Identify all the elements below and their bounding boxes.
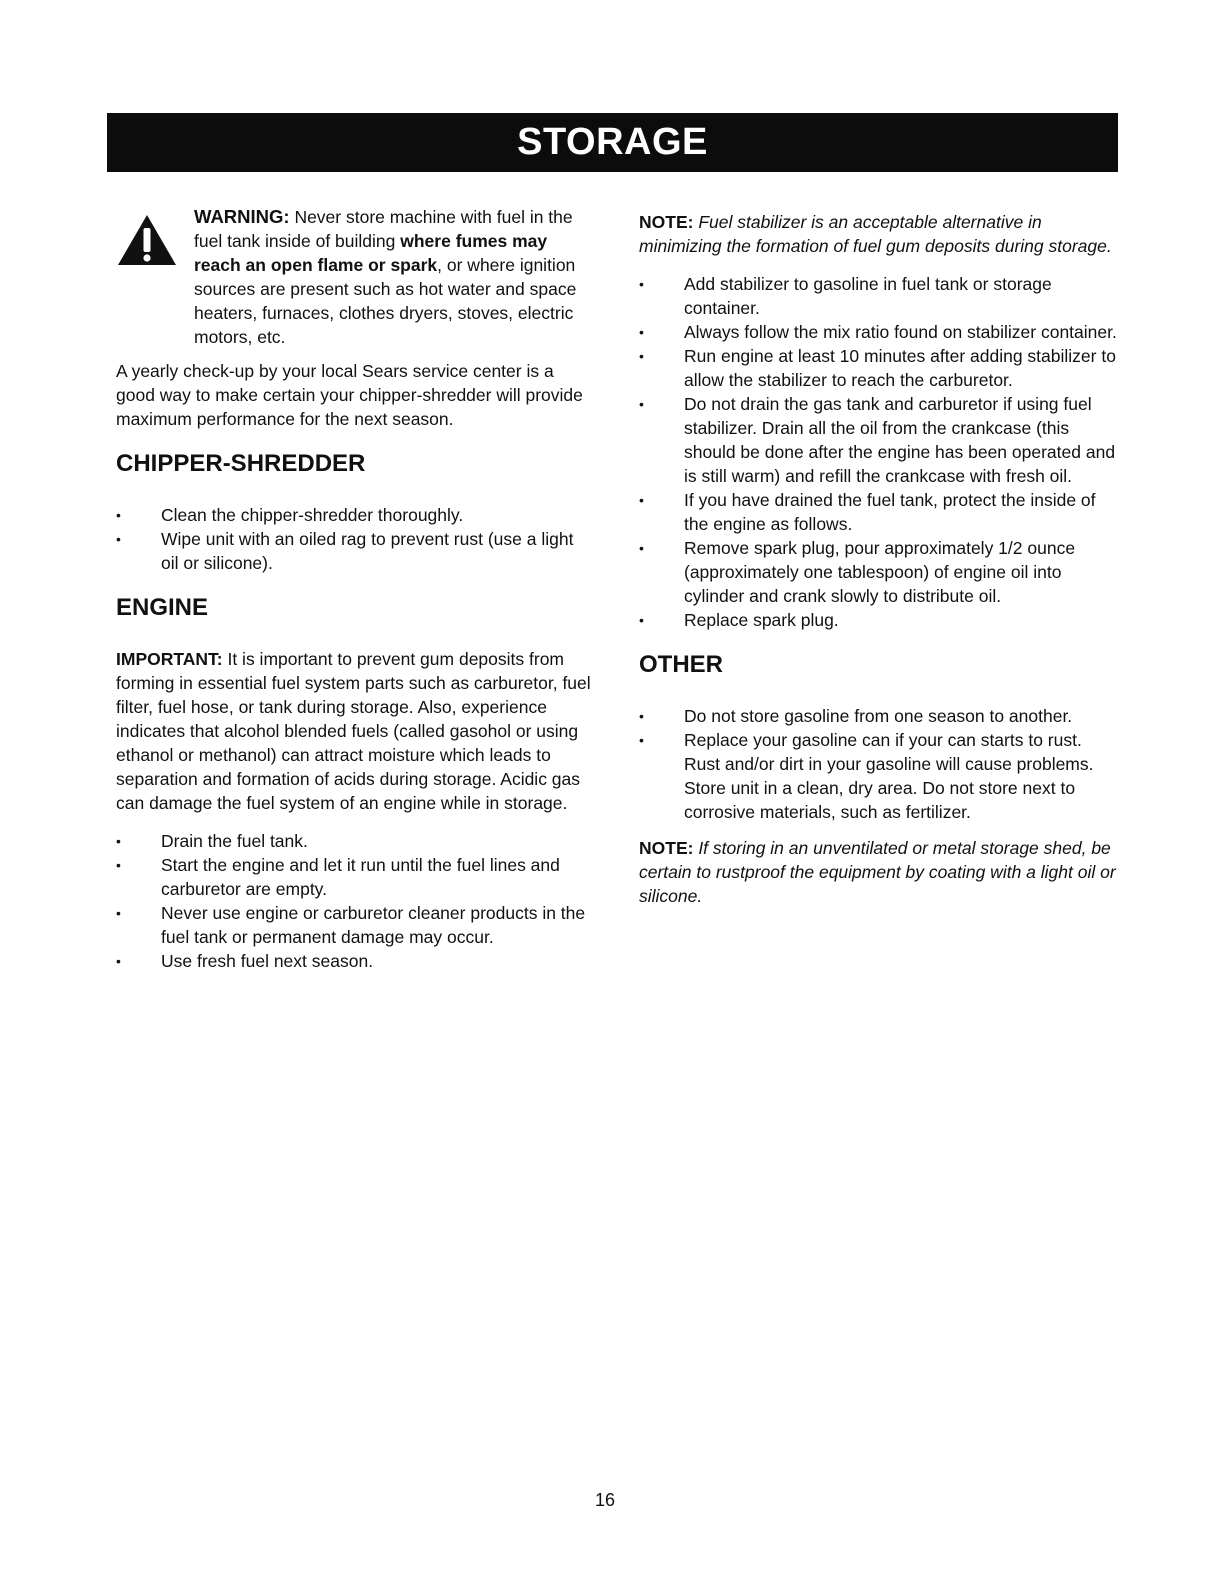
warning-label: WARNING: [194,206,290,227]
list-item: • Wipe unit with an oiled rag to prevent rust (use a light oil or silicone). [116,527,591,575]
page-number: 16 [594,1490,616,1510]
banner-title: STORAGE [517,121,708,163]
chipper-shredder-list [116,503,591,575]
other-note [639,836,1119,908]
list-item: • Always follow the mix ratio found on stabilizer container. [639,320,1119,344]
list-item: • Do not store gasoline from one season to another. [639,704,1119,728]
stabilizer-note [639,210,1119,258]
chipper-shredder-heading: CHIPPER-SHREDDER [116,450,366,477]
list-item: • Run engine at least 10 minutes after adding stabilizer to allow the stabilizer to reach the carburetor. [639,344,1119,392]
list-item: • Replace your gasoline can if your can starts to rust. Rust and/or dirt in your gasoline will cause problems. Store unit in a clean, dry area. Do not store next to corrosive materials, such as fertilizer. [639,728,1119,824]
warning-block [116,205,591,349]
list-item: • Never use engine or carburetor cleaner products in the fuel tank or permanent damage may occur. [116,901,591,949]
list-item: • Replace spark plug. [639,608,1119,632]
important-label: IMPORTANT: [116,649,223,669]
list-item: • Drain the fuel tank. [116,829,591,853]
storage-banner [107,113,1118,172]
important-text: It is important to prevent gum deposits from forming in essential fuel system parts such as carburetor, fuel filter, fuel hose, or tank during storage. Also, experience indicates that alcohol blended fuels (called gasohol or using ethanol or methanol) can attract moisture which leads to separation and formation of acids during storage. Acidic gas can damage the fuel system of an engine while in storage. [116,649,591,813]
engine-list [116,829,591,973]
engine-heading: ENGINE [116,594,209,621]
stabilizer-note-text: Fuel stabilizer is an acceptable alternative in minimizing the formation of fuel gum deposits during storage. [639,212,1112,256]
list-item: • Start the engine and let it run until the fuel lines and carburetor are empty. [116,853,591,901]
other-note-text: If storing in an unventilated or metal storage shed, be certain to rustproof the equipment by coating with a light oil or silicone. [639,838,1116,906]
list-item: • Remove spark plug, pour approximately 1/2 ounce (approximately one tablespoon) of engine oil into cylinder and crank slowly to distribute oil. [639,536,1119,608]
stabilizer-note-label: NOTE: [639,212,694,232]
list-item: • If you have drained the fuel tank, protect the inside of the engine as follows. [639,488,1119,536]
intro-paragraph: A yearly check-up by your local Sears service center is a good way to make certain your chipper-shredder will provide maximum performance for the next season. [116,361,583,429]
list-item: • Use fresh fuel next season. [116,949,591,973]
other-heading: OTHER [639,651,723,678]
warning-text-1: Never store machine with fuel in the fuel tank inside of building [194,207,573,251]
list-item: • Add stabilizer to gasoline in fuel tank or storage container. [639,272,1119,320]
right-column [639,210,1119,922]
warning-triangle-icon [116,213,178,267]
warning-text [194,205,591,349]
left-column [116,205,591,985]
other-list [639,704,1119,824]
warning-text-2: , or where ignition sources are present such as hot water and space heaters, furnaces, clothes dryers, stoves, electric motors, etc. [194,255,577,347]
stabilizer-list [639,272,1119,632]
list-item: • Do not drain the gas tank and carburetor if using fuel stabilizer. Drain all the oil from the crankcase (this should be done after the engine has been operated and is still warm) and refill the crankcase with fresh oil. [639,392,1119,488]
warning-text-bold: where fumes may reach an open flame or spark [194,231,548,275]
list-item: • Clean the chipper-shredder thoroughly. [116,503,591,527]
important-paragraph [116,647,591,815]
other-note-label: NOTE: [639,838,694,858]
